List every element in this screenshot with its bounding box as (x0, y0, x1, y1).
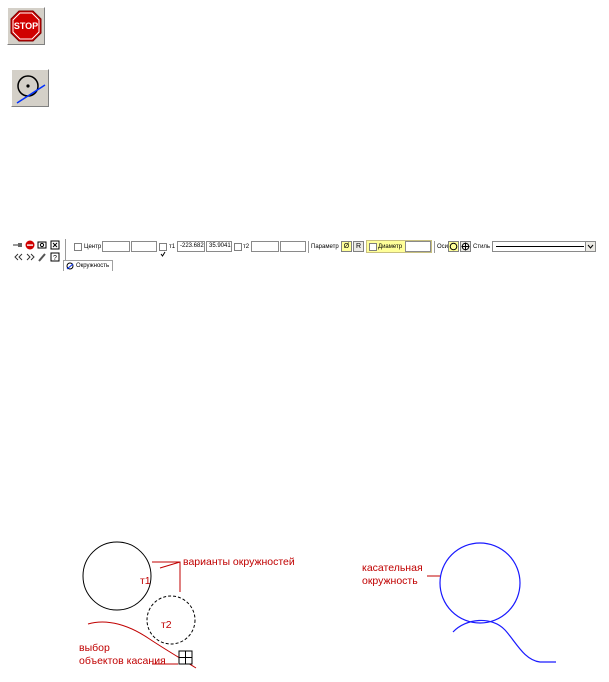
tangent-label-line1: касательная (362, 562, 423, 574)
t1-x-field[interactable]: -223.682 (177, 241, 205, 252)
diameter-mode-button[interactable]: Ø (341, 241, 352, 252)
center-label: Центр (84, 244, 102, 250)
stop-icon-text: STOP (13, 21, 39, 31)
tangent-label-line2: окружность (362, 575, 418, 587)
select-label-line1: выбор (79, 642, 110, 654)
svg-text:?: ? (53, 255, 57, 262)
param-label: Параметр (311, 244, 339, 250)
style-label: Стиль (473, 244, 491, 250)
variants-leader (160, 562, 180, 568)
pick-cursor-icon (179, 651, 192, 664)
tangent-circle (440, 543, 520, 623)
t1-label: т1 (169, 244, 176, 250)
radius-mode-button[interactable]: R (353, 241, 364, 252)
diameter-label: Диаметр (378, 244, 403, 250)
t1-point-label: т1 (140, 575, 151, 587)
tangent-object-curve-result (453, 620, 556, 662)
select-label-line2: объектов касания (79, 655, 166, 667)
tab-circle-label: Окружность (76, 263, 110, 269)
axes-label: Оси (437, 244, 449, 250)
variants-label: варианты окружностей (183, 556, 295, 568)
t2-point-label: т2 (161, 619, 172, 631)
t1-y-field[interactable]: 35.9041 (206, 241, 232, 252)
t2-label: т2 (243, 244, 250, 250)
